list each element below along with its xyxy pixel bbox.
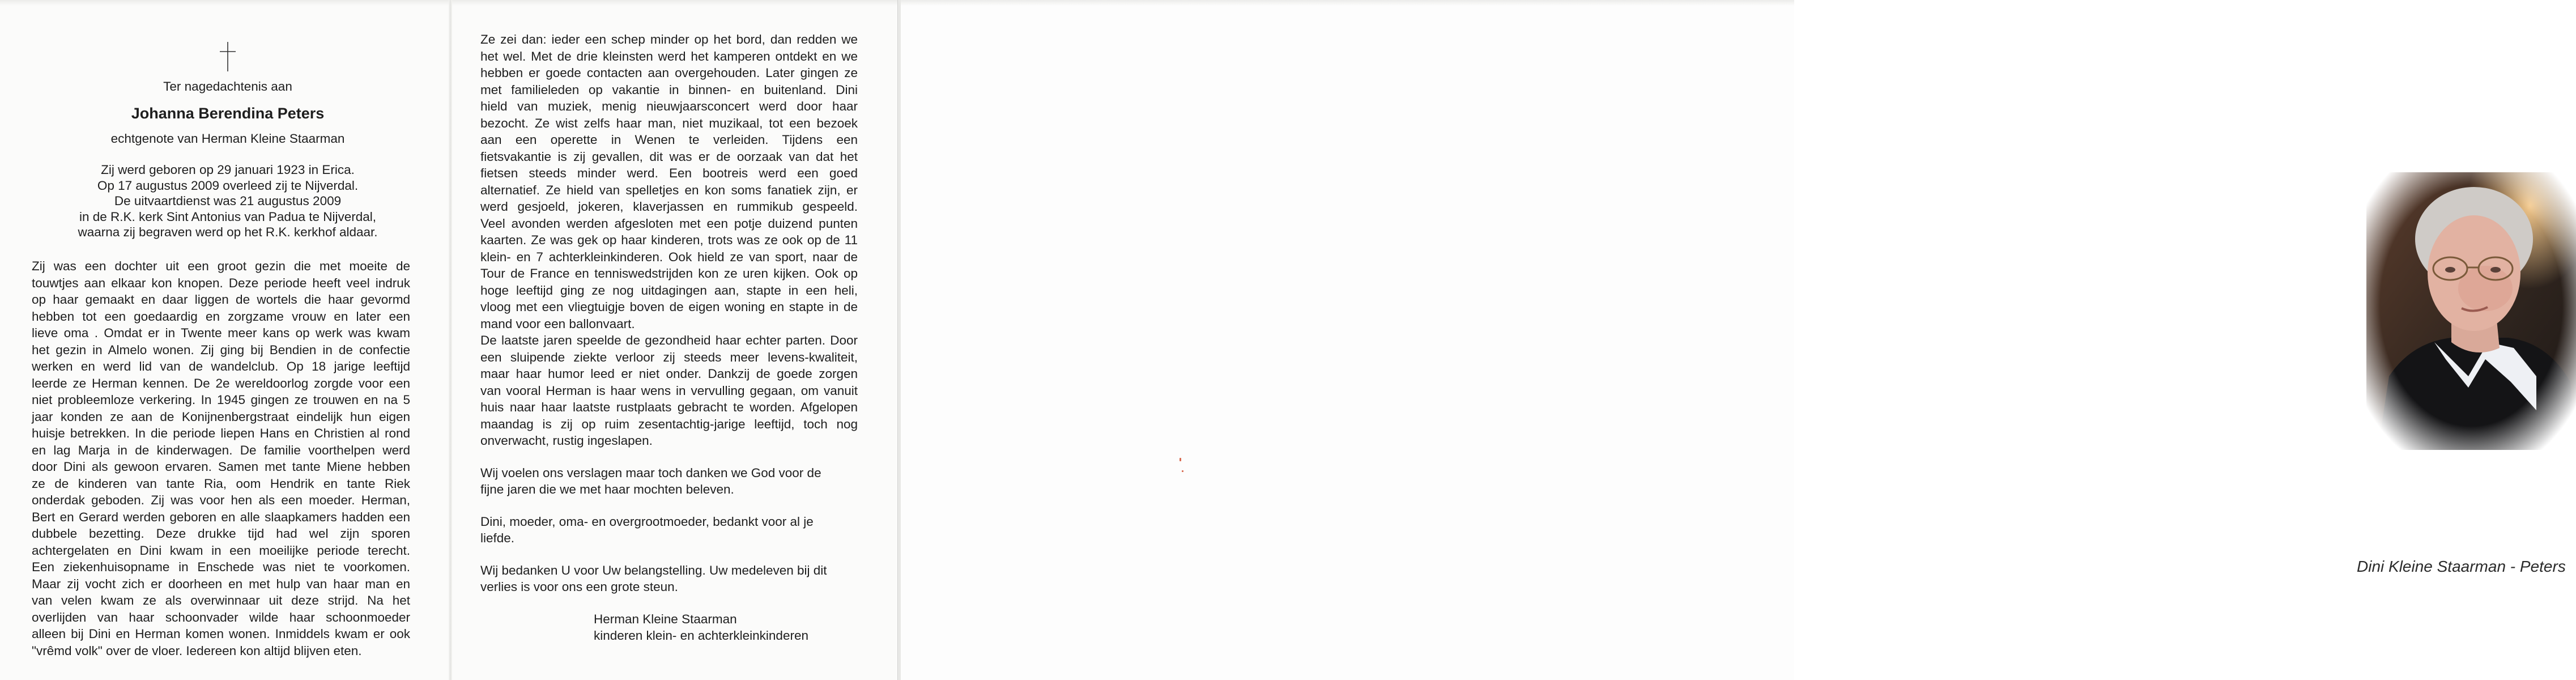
paragraph-line: onderdak geboden. Zij was voor hen als een moeder. Herman, [32, 493, 410, 507]
paragraph-line: alternatief. Ze hield van spelletjes en kon soms fanatiek zijn, er [480, 182, 858, 197]
paragraph-gap [480, 547, 858, 562]
biography-column-right [480, 31, 858, 644]
paragraph-line: van vooral Herman is haar wens in vervulling gegaan, om vanuit [480, 383, 858, 398]
paragraph-gap [480, 498, 858, 513]
closing-line: Wij bedanken U voor Uw belangstelling. Uw medeleven bij dit [480, 563, 827, 577]
paragraph-line: hield van muziek, menig nieuwjaarsconcert werd door haar [480, 99, 858, 113]
paragraph-line: alleen bij Dini en Herman komen wonen. Inmiddels kwam er ook [32, 627, 410, 641]
date-line: De uitvaartdienst was 21 augustus 2009 [114, 194, 342, 208]
paragraph-line: jaar konden ze aan de Konijnenbergstraat eindelijk hun eigen [32, 409, 410, 424]
portrait-photo [2366, 172, 2576, 450]
paragraph-line: De laatste jaren speelde de gezondheid haar echter parten. Door [480, 333, 858, 347]
dates-block [57, 162, 399, 240]
paragraph-line: ze de kinderen van tante Ria, oom Hendrik en tante Riek [32, 476, 410, 491]
paragraph-line: leerde ze Herman kennen. De 2e wereldoorlog zorgde voor een [32, 376, 410, 390]
paragraph-line: touwtjes aan elkaar kon knopen. Deze periode heeft veel indruk [32, 275, 410, 290]
paragraph-line: Tour de France en tenniswedstrijden kon ze uren kijken. Ook op [480, 266, 858, 280]
paragraph-line: werken en werd lid van de wandelclub. Op 18 jarige leeftijd [32, 359, 410, 373]
paragraph-line: vloog met een vliegtuigje boven de eigen woning en stapte in de [480, 300, 858, 314]
paragraph-line: maar haar humor leed er niet onder. Dankzij de goede zorgen [480, 367, 858, 381]
paragraph-line: achtergelaten en Dini kwam in een moeilijke periode terecht. [32, 543, 410, 558]
closing-line: fijne jaren die we met haar mochten beleven. [480, 482, 734, 496]
paragraph-line: lieve oma . Omdat er in Twente meer kans op werk was kwam [32, 326, 410, 340]
paragraph-line: Veel avonden werden afgesloten met een potje duizend punten [480, 216, 858, 231]
paragraph-line: niet probleemloze verkering. In 1945 gingen ze trouwen en na 5 [32, 393, 410, 407]
paragraph-line: kaarten. Ze was gek op haar kinderen, trots was ze ook op de 11 [480, 233, 858, 247]
paragraph-line: hebben er goede contacten aan overgehouden. Later gingen ze [480, 66, 858, 80]
paragraph-line: hoge leeftijd ging ze nog uitdagingen aan, stapte in een heli, [480, 283, 858, 298]
paragraph-line: op haar gemaakt en daar liggen de wortels die haar gevormd [32, 292, 410, 307]
paragraph-line: werd gesjoeld, jokeren, klaverjassen en rummikub gespeeld. [480, 199, 858, 214]
paragraph-line: hebben tot een goedaardig en zorgzame vrouw en later een [32, 309, 410, 324]
paragraph-line: Een ziekenhuisopname in Enschede was niet te voorkomen. [32, 560, 410, 574]
date-line: Zij werd geboren op 29 januari 1923 in Erica. [101, 163, 355, 177]
paragraph-line: huis naar haar laatste rustplaats gebracht te worden. Afgelopen [480, 400, 858, 414]
signoff-line2: kinderen klein- en achterkleinkinderen [594, 628, 808, 643]
paragraph-line: fietsen steeds minder werd. Een bootreis werd een goed [480, 166, 858, 180]
memorial-line: Ter nagedachtenis aan [163, 79, 292, 94]
card-photo-panel [901, 0, 2566, 680]
date-line: waarna zij begraven werd op het R.K. kerkhof aldaar. [78, 225, 378, 239]
signoff-line1: Herman Kleine Staarman [594, 611, 737, 626]
card-fold [449, 0, 452, 680]
paragraph-line: door Dini als gewoon ervaren. Samen met tante Miene hebben [32, 460, 410, 474]
print-speck [1180, 458, 1181, 461]
photo-caption: Dini Kleine Staarman - Peters [2357, 558, 2566, 575]
paragraph-gap [480, 449, 858, 465]
paragraph-line: van velen kwam ze als overwinnaar uit deze strijd. Na het [32, 593, 410, 607]
deceased-name: Johanna Berendina Peters [131, 105, 325, 122]
paragraph-line: het wel. Met de drie kleinsten werd het kamperen ontdekt en we [480, 49, 858, 63]
paragraph-line: klein- en 7 achterkleinkinderen. Ook hield ze van sport, naar de [480, 249, 858, 264]
paragraph-line: fietsvakantie is zij gevallen, dit was er de oorzaak van dat het [480, 149, 858, 164]
date-line: in de R.K. kerk Sint Antonius van Padua te Nijverdal, [79, 209, 377, 224]
card-inside-spread [0, 0, 898, 680]
paragraph-line: Bert en Gerard werden geboren en alle slaapkamers hadden een [32, 509, 410, 524]
paragraph-line: aan een operette in Wenen te verleiden. Tijdens een [480, 133, 858, 147]
cross-icon [220, 42, 236, 71]
paragraph-line: onverwacht, rustig ingeslapen. [480, 434, 653, 448]
paragraph-line: bezocht. Ze wist zelfs haar man, niet muzikaal, tot een bezoek [480, 116, 858, 130]
paragraph-line: Zij was een dochter uit een groot gezin die met moeite de [32, 259, 410, 273]
paragraph-line: een sluipende ziekte verloor zij steeds meer levens-kwaliteit, [480, 350, 858, 364]
date-line: Op 17 augustus 2009 overleed zij te Nijverdal. [97, 178, 359, 193]
spouse-line: echtgenote van Herman Kleine Staarman [110, 131, 345, 146]
paragraph-line: Ze zei dan: ieder een schep minder op het bord, dan redden we [480, 32, 858, 46]
paragraph-line: "vrêmd volk" over de vloer. Iedereen kon altijd blijven eten. [32, 643, 362, 658]
biography-column-left [32, 258, 410, 659]
closing-line: Wij voelen ons verslagen maar toch danken we God voor de [480, 465, 821, 480]
paper-edge [901, 0, 1794, 6]
paragraph-line: mand voor een ballonvaart. [480, 316, 635, 331]
closing-line: verlies is voor ons een grote steun. [480, 580, 678, 594]
paragraph-line: en lag Marja in de kinderwagen. De familie voorthelpen werd [32, 443, 410, 457]
print-speck [1182, 470, 1183, 472]
paragraph-line: het gezin in Almelo wonen. Zij ging bij Bendien in de confectie [32, 342, 410, 357]
paragraph-line: overlijden van haar schoonvader wilde haar schoonmoeder [32, 610, 410, 624]
paragraph-line: dubbele bezetting. Deze drukke tijd had wel zijn sporen [32, 526, 410, 541]
closing-line: Dini, moeder, oma- en overgrootmoeder, bedankt voor al je [480, 514, 814, 529]
closing-line: liefde. [480, 531, 515, 545]
paragraph-line: Maar zij vocht zich er doorheen en met hulp van haar man en [32, 576, 410, 591]
paragraph-line: met familieleden op vakantie in binnen- en buitenland. Dini [480, 82, 858, 97]
paragraph-line: maandag is zij op ruim zesentachtig-jarige leeftijd, toch nog [480, 416, 858, 431]
paragraph-gap [480, 596, 858, 611]
paragraph-line: huisje betrekken. In die periode liepen Hans en Christien al rond [32, 426, 410, 440]
